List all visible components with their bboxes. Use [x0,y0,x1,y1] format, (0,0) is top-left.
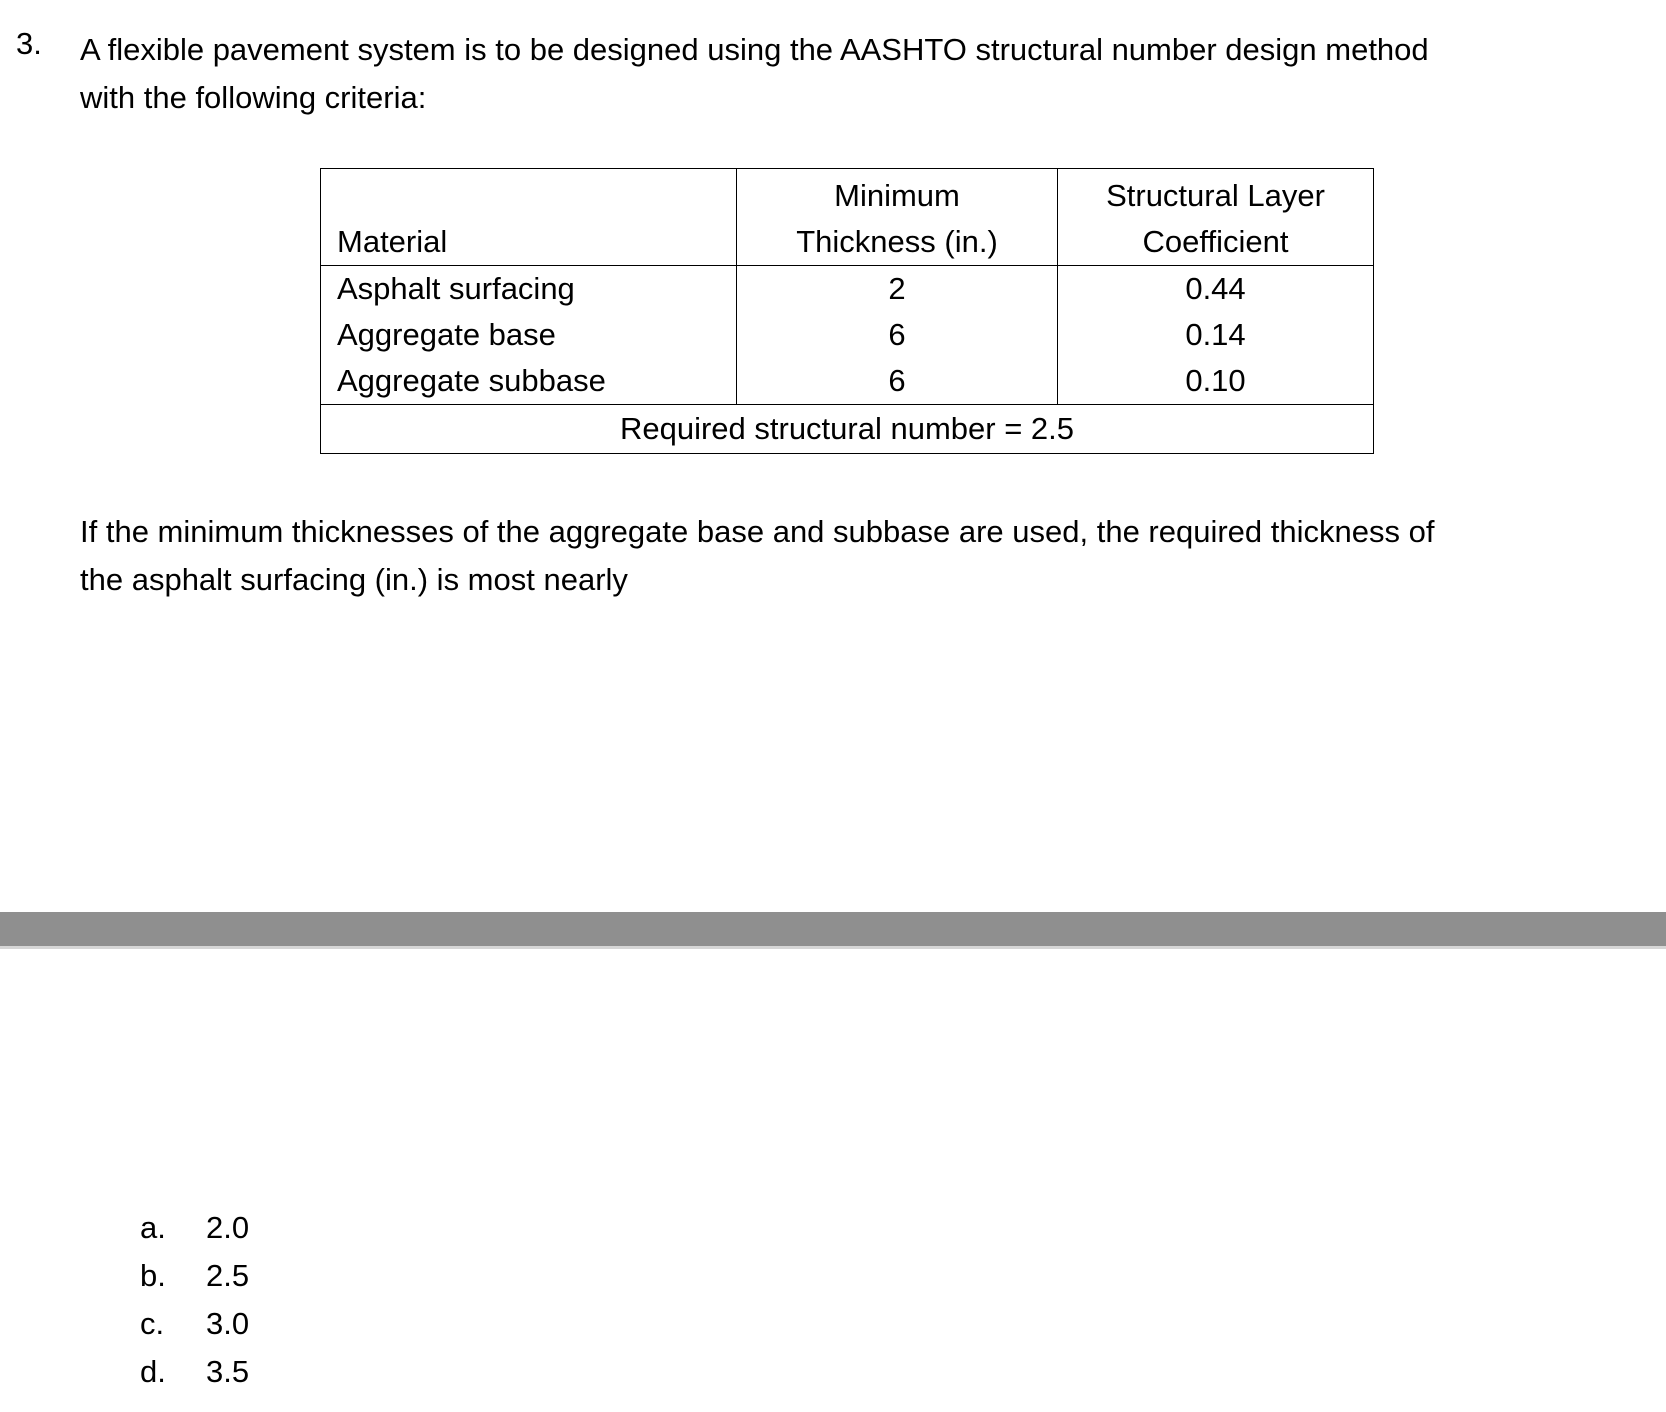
question-stem-line: A flexible pavement system is to be designed using the AASHTO structural number design method [80,32,1429,67]
question-prompt [80,508,1646,604]
thickness-cell: 6 [737,312,1058,358]
answer-option[interactable] [140,1252,249,1300]
option-value: 2.0 [206,1210,250,1245]
thickness-cell: 6 [737,358,1058,405]
table-footer-row [321,405,1374,454]
question-prompt-line: the asphalt surfacing (in.) is most nearly [80,562,628,597]
table-row [321,266,1374,313]
material-cell: Aggregate base [321,312,737,358]
header-min-thickness [737,169,1058,266]
answer-option[interactable] [140,1204,249,1252]
header-min-thickness-line2: Thickness (in.) [796,224,998,259]
header-layer-coefficient-line1: Structural Layer [1106,178,1325,213]
option-letter: d. [140,1354,166,1389]
question-prompt-line: If the minimum thicknesses of the aggregate base and subbase are used, the required thickness of [80,514,1435,549]
option-value: 3.5 [206,1354,250,1389]
header-material: Material [321,169,737,266]
option-letter: c. [140,1306,165,1341]
table-row [321,312,1374,358]
required-structural-number: Required structural number = 2.5 [321,405,1374,454]
criteria-table [320,168,1374,454]
option-value: 2.5 [206,1258,250,1293]
header-layer-coefficient [1058,169,1374,266]
section-divider [0,912,1666,946]
table-row [321,358,1374,405]
question-number: 3. [16,26,42,61]
question-stem-line: with the following criteria: [80,80,427,115]
answer-option[interactable] [140,1348,249,1396]
question-stem [80,26,1640,122]
coefficient-cell: 0.14 [1058,312,1374,358]
thickness-cell: 2 [737,266,1058,313]
option-letter: a. [140,1210,166,1245]
answer-option[interactable] [140,1300,249,1348]
option-value: 3.0 [206,1306,250,1341]
header-layer-coefficient-line2: Coefficient [1142,224,1289,259]
option-letter: b. [140,1258,166,1293]
answer-options [140,1204,249,1396]
table-header-row [321,169,1374,266]
coefficient-cell: 0.44 [1058,266,1374,313]
header-min-thickness-line1: Minimum [834,178,960,213]
coefficient-cell: 0.10 [1058,358,1374,405]
material-cell: Aggregate subbase [321,358,737,405]
material-cell: Asphalt surfacing [321,266,737,313]
